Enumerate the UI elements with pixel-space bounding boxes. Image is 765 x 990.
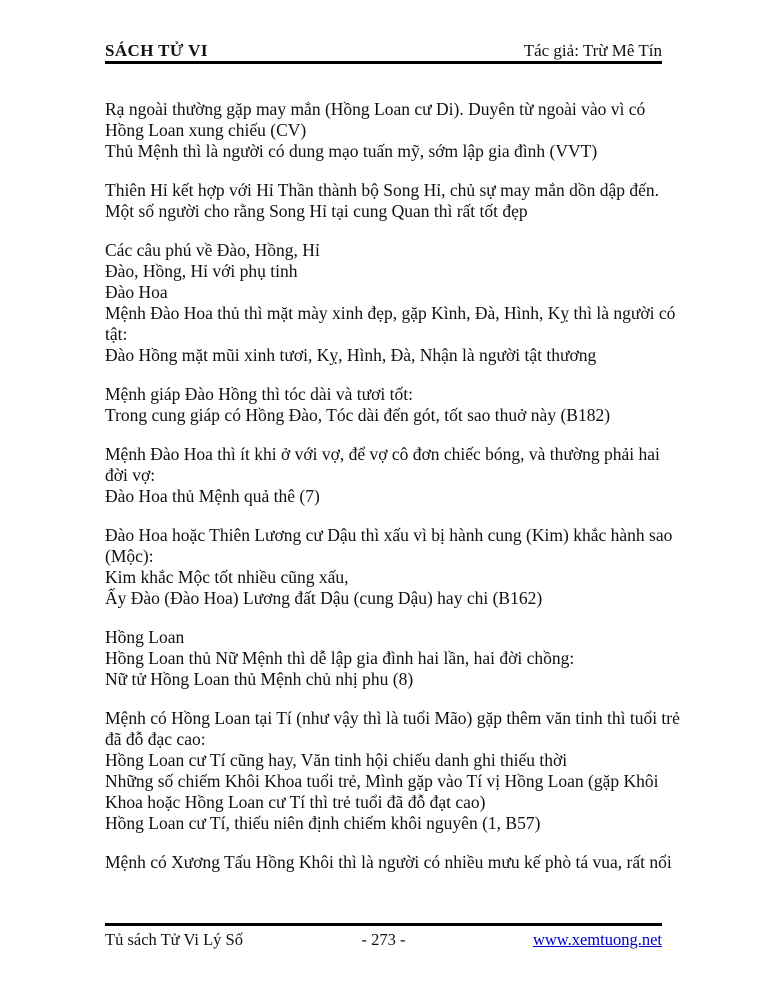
text-line: Các câu phú về Đào, Hồng, Hỉ xyxy=(105,240,320,260)
text-line: Mệnh giáp Đào Hồng thì tóc dài và tươi tốt: xyxy=(105,384,413,404)
text-line: Nữ tử Hồng Loan thủ Mệnh chủ nhị phu (8) xyxy=(105,669,414,689)
page-body xyxy=(105,99,690,891)
text-line: Đào Hoa hoặc Thiên Lương cư Dậu thì xấu vì bị hành cung (Kim) khắc hành sao xyxy=(105,525,673,545)
text-line: tật: xyxy=(105,324,128,344)
text-line: Đào Hoa xyxy=(105,282,168,302)
document-page xyxy=(105,0,680,990)
text-line: (Mộc): xyxy=(105,546,154,566)
footer-rule xyxy=(105,923,662,926)
text-line: Đào Hồng mặt mũi xinh tươi, Kỵ, Hình, Đà, Nhận là người tật thương xyxy=(105,345,597,365)
text-line: Đào, Hồng, Hỉ với phụ tinh xyxy=(105,261,298,281)
text-line: Đào Hoa thủ Mệnh quả thê (7) xyxy=(105,486,320,506)
text-line: Ấy Đào (Đào Hoa) Lương đất Dậu (cung Dậu) hay chi (B162) xyxy=(105,588,543,608)
text-line: Thiên Hỉ kết hợp với Hỉ Thần thành bộ Song Hỉ, chủ sự may mắn dồn dập đến. xyxy=(105,180,660,200)
text-line: Thủ Mệnh thì là người có dung mạo tuấn mỹ, sớm lập gia đình (VVT) xyxy=(105,141,598,161)
paragraph xyxy=(105,444,690,507)
text-line: Những số chiếm Khôi Khoa tuổi trẻ, Mình gặp vào Tí vị Hồng Loan (gặp Khôi xyxy=(105,771,659,791)
paragraph xyxy=(105,852,690,873)
book-title: SÁCH TỬ VI xyxy=(105,41,208,60)
text-line: Mệnh Đào Hoa thủ thì mặt mày xinh đẹp, gặp Kình, Đà, Hình, Kỵ thì là người có xyxy=(105,303,676,323)
paragraph xyxy=(105,525,690,609)
paragraph xyxy=(105,180,690,222)
author-label: Tác giả: Trừ Mê Tín xyxy=(523,41,662,60)
text-line: Mệnh có Xương Tấu Hồng Khôi thì là người có nhiều mưu kế phò tá vua, rất nổi xyxy=(105,852,672,872)
header-rule xyxy=(105,61,662,64)
paragraph xyxy=(105,627,690,690)
text-line: Hồng Loan cư Tí cũng hay, Văn tinh hội chiếu danh ghi thiếu thời xyxy=(105,750,568,770)
text-line: Mệnh Đào Hoa thì ít khi ở với vợ, để vợ cô đơn chiếc bóng, và thường phải hai xyxy=(105,444,660,464)
text-line: Hồng Loan xyxy=(105,627,185,647)
text-line: Kim khắc Mộc tốt nhiều cũng xấu, xyxy=(105,567,349,587)
text-line: Khoa hoặc Hồng Loan cư Tí thì trẻ tuổi đã đỗ đạt cao) xyxy=(105,792,486,812)
text-line: Trong cung giáp có Hồng Đào, Tóc dài đến gót, tốt sao thuở này (B182) xyxy=(105,405,611,425)
text-line: Hồng Loan cư Tí, thiếu niên định chiếm khôi nguyên (1, B57) xyxy=(105,813,541,833)
text-line: Hồng Loan xung chiếu (CV) xyxy=(105,120,307,140)
paragraph xyxy=(105,384,690,426)
paragraph xyxy=(105,708,690,834)
paragraph xyxy=(105,240,690,366)
text-line: Rạ ngoài thường gặp may mắn (Hồng Loan cư Di). Duyên từ ngoài vào vì có xyxy=(105,99,646,119)
footer-page-number: - 273 - xyxy=(361,930,406,949)
text-line: Một số người cho rằng Song Hỉ tại cung Quan thì rất tốt đẹp xyxy=(105,201,528,221)
text-line: Mệnh có Hồng Loan tại Tí (như vậy thì là tuổi Mão) gặp thêm văn tinh thì tuổi trẻ xyxy=(105,708,680,728)
text-line: Hồng Loan thủ Nữ Mệnh thì dễ lập gia đình hai lần, hai đời chồng: xyxy=(105,648,575,668)
website-link[interactable]: www.xemtuong.net xyxy=(532,930,663,949)
paragraph xyxy=(105,99,690,162)
text-line: đã đỗ đạc cao: xyxy=(105,729,206,749)
footer-series-title: Tủ sách Tử Vi Lý Số xyxy=(105,930,243,949)
page-header xyxy=(105,40,662,61)
text-line: đời vợ: xyxy=(105,465,156,485)
page-footer xyxy=(105,929,662,950)
